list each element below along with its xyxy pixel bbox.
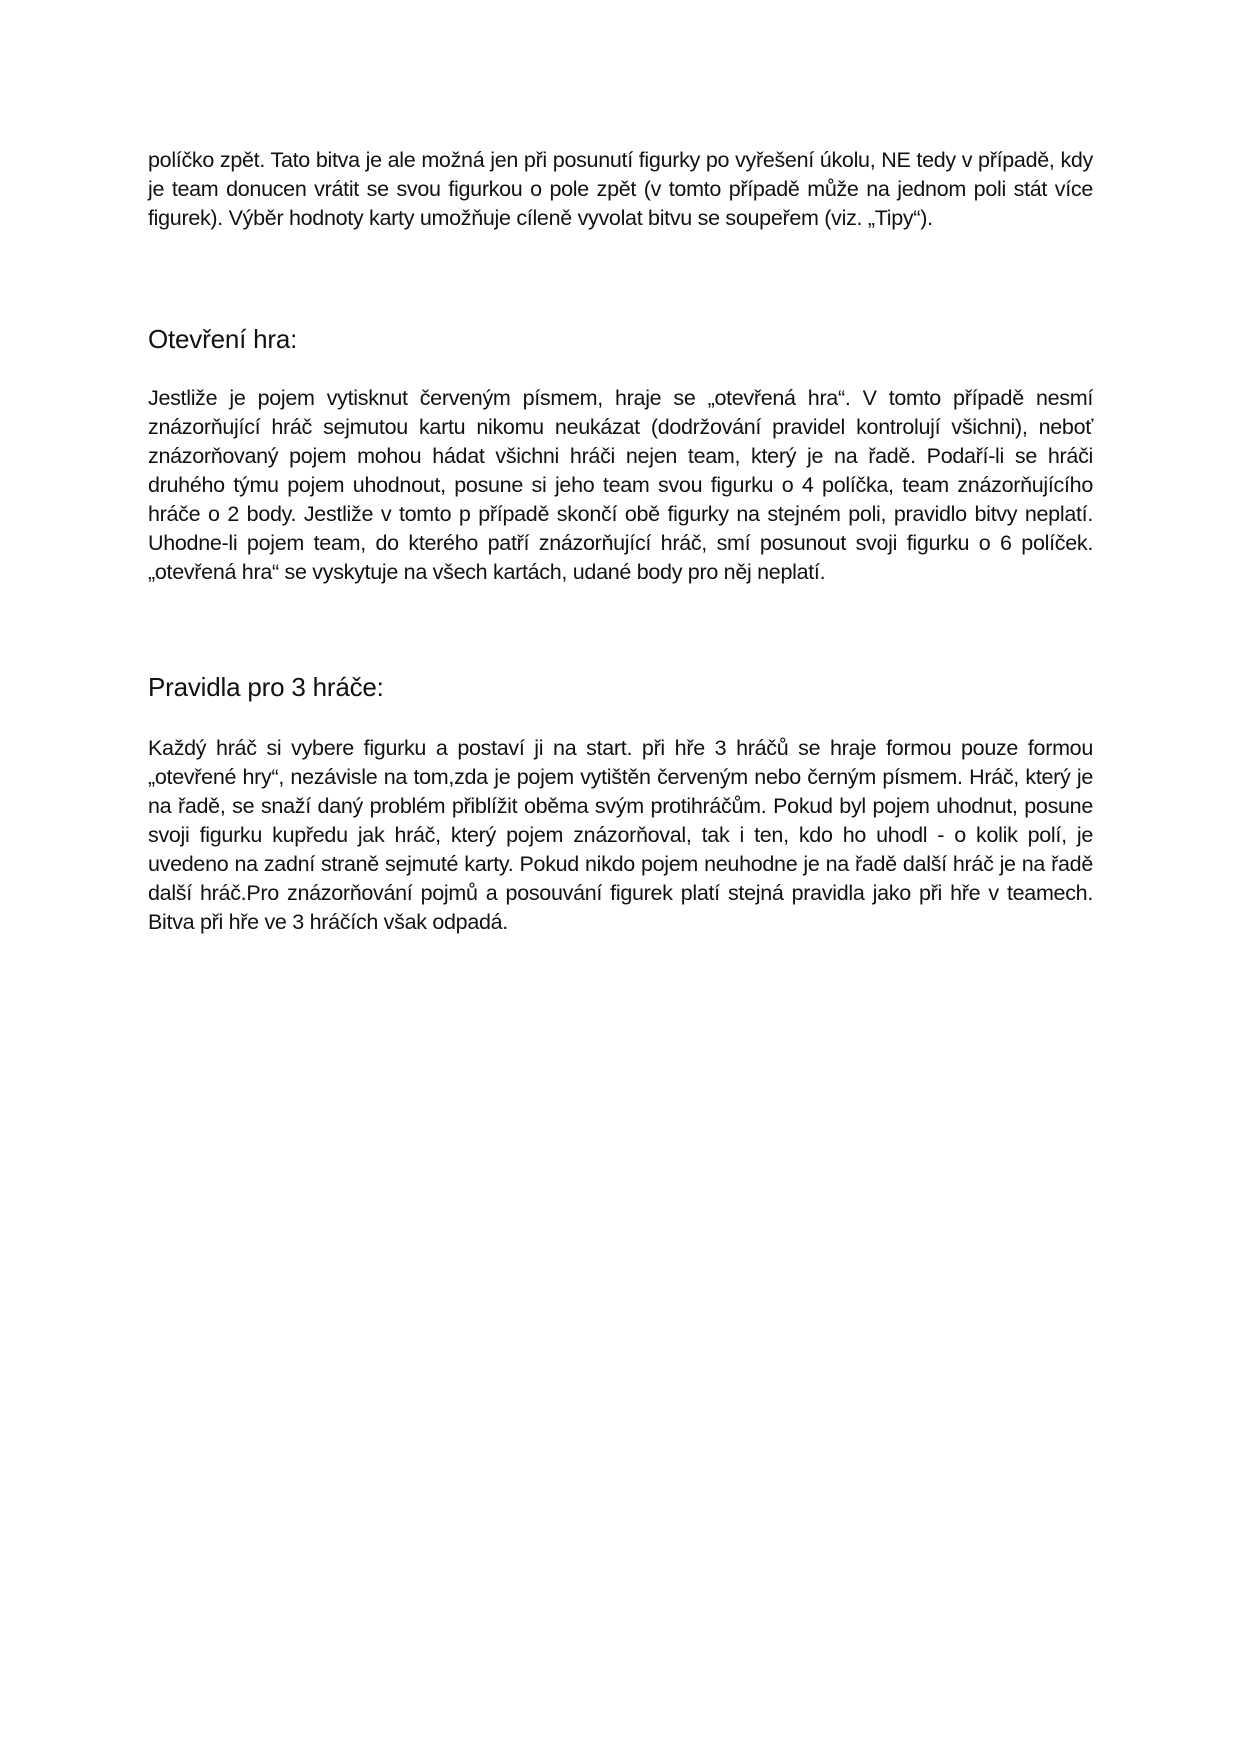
section-paragraph-three-players: Každý hráč si vybere figurku a postaví ji na start. při hře 3 hráčů se hraje formou pouze formou „otevřené hry“, nezávisle na tom,zda je pojem vytištěn červeným nebo černým písmem. Hráč, který je na řadě, se snaží daný problém přiblížit oběma svým protihráčům. Pokud byl pojem uhodnut, posune svoji figurku kupředu jak hráč, který pojem znázorňoval, tak i ten, kdo ho uhodl - o kolik polí, je uvedeno na zadní straně sejmuté karty. Pokud nikdo pojem neuhodne je na řadě další hráč je na řadě další hráč.Pro znázorňování pojmů a posouvání figurek platí stejná pravidla jako při hře v teamech. Bitva při hře ve 3 hráčích však odpadá. xyxy=(148,736,1093,934)
section-paragraph-open-game: Jestliže je pojem vytisknut červeným písmem, hraje se „otevřená hra“. V tomto případě nesmí znázorňující hráč sejmutou kartu nikomu neukázat (dodržování pravidel kontrolují všichni), neboť znázorňovaný pojem mohou hádat všichni hráči nejen team, který je na řadě. Podaří-li se hráči druhého týmu pojem uhodnout, posune si jeho team svou figurku o 4 políčka, team znázorňujícího hráče o 2 body. Jestliže v tomto p případě skončí obě figurky na stejném poli, pravidlo bitvy neplatí. Uhodne-li pojem team, do kterého patří znázorňující hráč, smí posunout svoji figurku o 6 políček. „otevřená hra“ se vyskytuje na všech kartách, udané body pro něj neplatí. xyxy=(148,386,1093,584)
section-heading-open-game: Otevření hra: xyxy=(148,324,298,354)
section-heading-three-players: Pravidla pro 3 hráče: xyxy=(148,672,384,702)
intro-paragraph: políčko zpět. Tato bitva je ale možná jen při posunutí figurky po vyřešení úkolu, NE tedy v případě, kdy je team donucen vrátit se svou figurkou o pole zpět (v tomto případě může na jednom poli stát více figurek). Výběr hodnoty karty umožňuje cíleně vyvolat bitvu se soupeřem (viz. „Tipy“). xyxy=(148,148,1093,230)
